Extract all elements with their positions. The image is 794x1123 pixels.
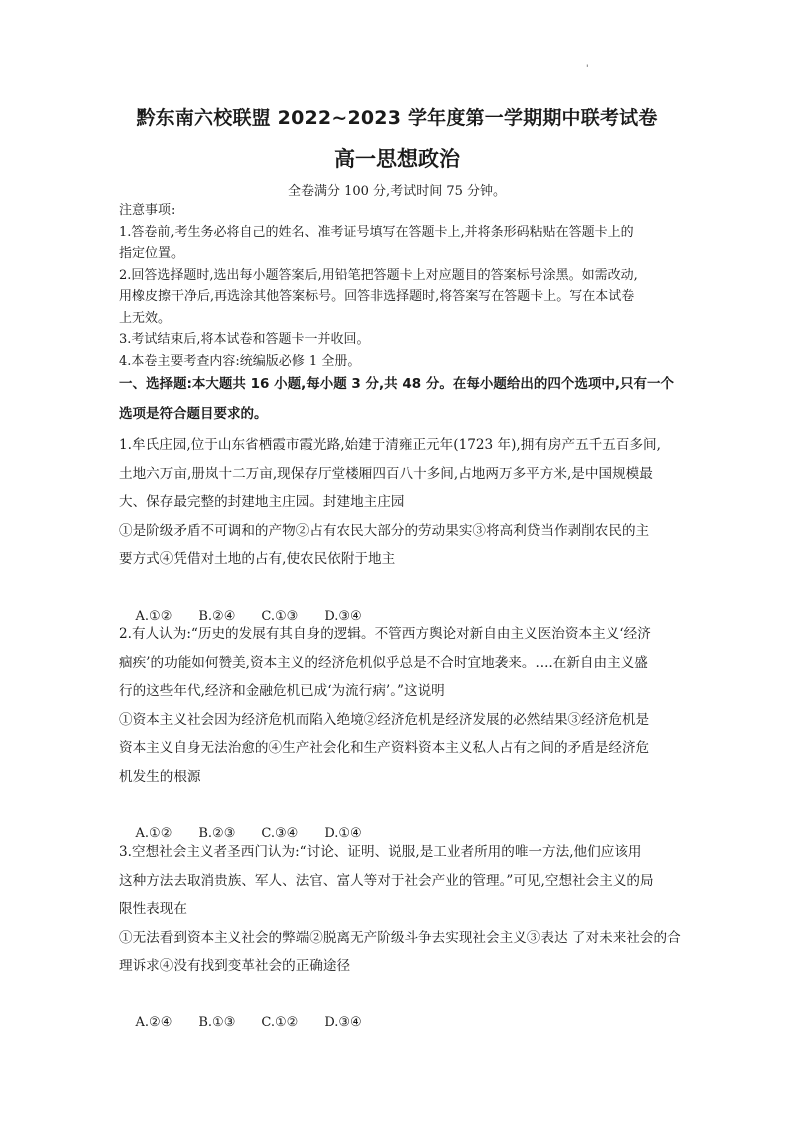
option-a: A.②④ — [135, 1015, 173, 1030]
question-line: 土地六万亩,册岚十二万亩,现保存厅堂楼厢四百八十多间,占地两万多平方米,是中国规模最 — [119, 465, 653, 482]
option-a: A.①② — [135, 609, 173, 624]
question-line: ①无法看到资本主义社会的弊端②脱离无产阶级斗争去实现社会主义③表达 了对未来社会的合 — [119, 929, 681, 946]
exam-title: 黔东南六校联盟 2022~2023 学年度第一学期期中联考试卷 — [136, 107, 658, 129]
corner-mark: ' — [586, 64, 589, 74]
option-c: C.①② — [261, 1015, 299, 1030]
section-heading-line: 一、选择题:本大题共 16 小题,每小题 3 分,共 48 分。在每小题给出的四个选项中,只有一个 — [119, 376, 674, 392]
question-line: 这种方法去取消贵族、军人、法官、富人等对于社会产业的管理。”可见,空想社会主义的局 — [119, 872, 654, 889]
question-2 — [119, 620, 687, 791]
notes-line: 4.本卷主要考查内容:统编版必修 1 全册。 — [119, 353, 361, 369]
option-b: B.②③ — [198, 826, 236, 841]
question-line: 要方式④凭借对土地的占有,使农民依附于地主 — [119, 551, 396, 567]
question-3 — [119, 838, 687, 981]
notes-heading: 注意事项: — [119, 203, 176, 218]
option-d: D.①④ — [324, 826, 362, 841]
notes-line: 上无效。 — [119, 310, 172, 326]
question-line: ①是阶级矛盾不可调和的产物②占有农民大部分的劳动果实③将高利贷当作剥削农民的主 — [119, 522, 650, 539]
question-line: 资本主义自身无法治愈的④生产社会化和生产资料资本主义私人占有之间的矛盾是经济危 — [119, 740, 650, 756]
question-line: 行的这些年代,经济和金融危机已成‘为流行病’。”这说明 — [119, 683, 445, 699]
question-line: 3.空想社会主义者圣西门认为:“讨论、证明、说服,是工业者所用的唯一方法,他们应该用 — [119, 844, 642, 860]
option-a: A.①② — [135, 826, 173, 841]
question-line: 2.有人认为:“历史的发展有其自身的逻辑。不管西方舆论对新自由主义医治资本主义‘经济 — [119, 626, 651, 642]
notes-line: 2.回答选择题时,选出每小题答案后,用铅笔把答题卡上对应题目的答案标号涂黑。如需改动, — [119, 267, 638, 283]
exam-subject: 高一思想政治 — [334, 147, 460, 171]
question-line: 理诉求④没有找到变革社会的正确途径 — [119, 958, 351, 974]
question-line: 机发生的根源 — [119, 768, 201, 785]
option-b: B.②④ — [198, 609, 236, 624]
section-heading-line: 选项是符合题目要求的。 — [119, 406, 268, 422]
notes-line: 3.考试结束后,将本试卷和答题卡一并收回。 — [119, 332, 370, 347]
notes-block — [119, 200, 689, 372]
question-line: 1.牟氏庄园,位于山东省栖霞市霞光路,始建于清雍正元年(1723 年),拥有房产五千五百多间, — [119, 437, 661, 453]
section-heading — [119, 369, 689, 429]
question-1 — [119, 431, 687, 574]
option-b: B.①③ — [198, 1015, 236, 1030]
question-3-options — [119, 1000, 388, 1045]
notes-line: 1.答卷前,考生务必将自己的姓名、准考证号填写在答题卡上,并将条形码粘贴在答题卡上的 — [119, 224, 634, 240]
option-c: C.①③ — [261, 609, 299, 624]
notes-line: 用橡皮擦干净后,再选涂其他答案标号。回答非选择题时,将答案写在答题卡上。写在本试卷 — [119, 289, 635, 304]
question-line: 限性表现在 — [119, 901, 187, 917]
exam-meta: 全卷满分 100 分,考试时间 75 分钟。 — [287, 184, 507, 199]
question-line: 痼疾’的功能如何赞美,资本主义的经济危机似乎总是不合时宜地袭来。....在新自由主义盛 — [119, 654, 648, 671]
question-line: ①资本主义社会因为经济危机而陷入绝境②经济危机是经济发展的必然结果③经济危机是 — [119, 711, 650, 728]
option-d: D.③④ — [324, 1015, 362, 1030]
option-d: D.③④ — [324, 609, 362, 624]
question-line: 大、保存最完整的封建地主庄园。封建地主庄园 — [119, 494, 405, 510]
option-c: C.③④ — [261, 826, 299, 841]
notes-line: 指定位置。 — [119, 246, 185, 261]
